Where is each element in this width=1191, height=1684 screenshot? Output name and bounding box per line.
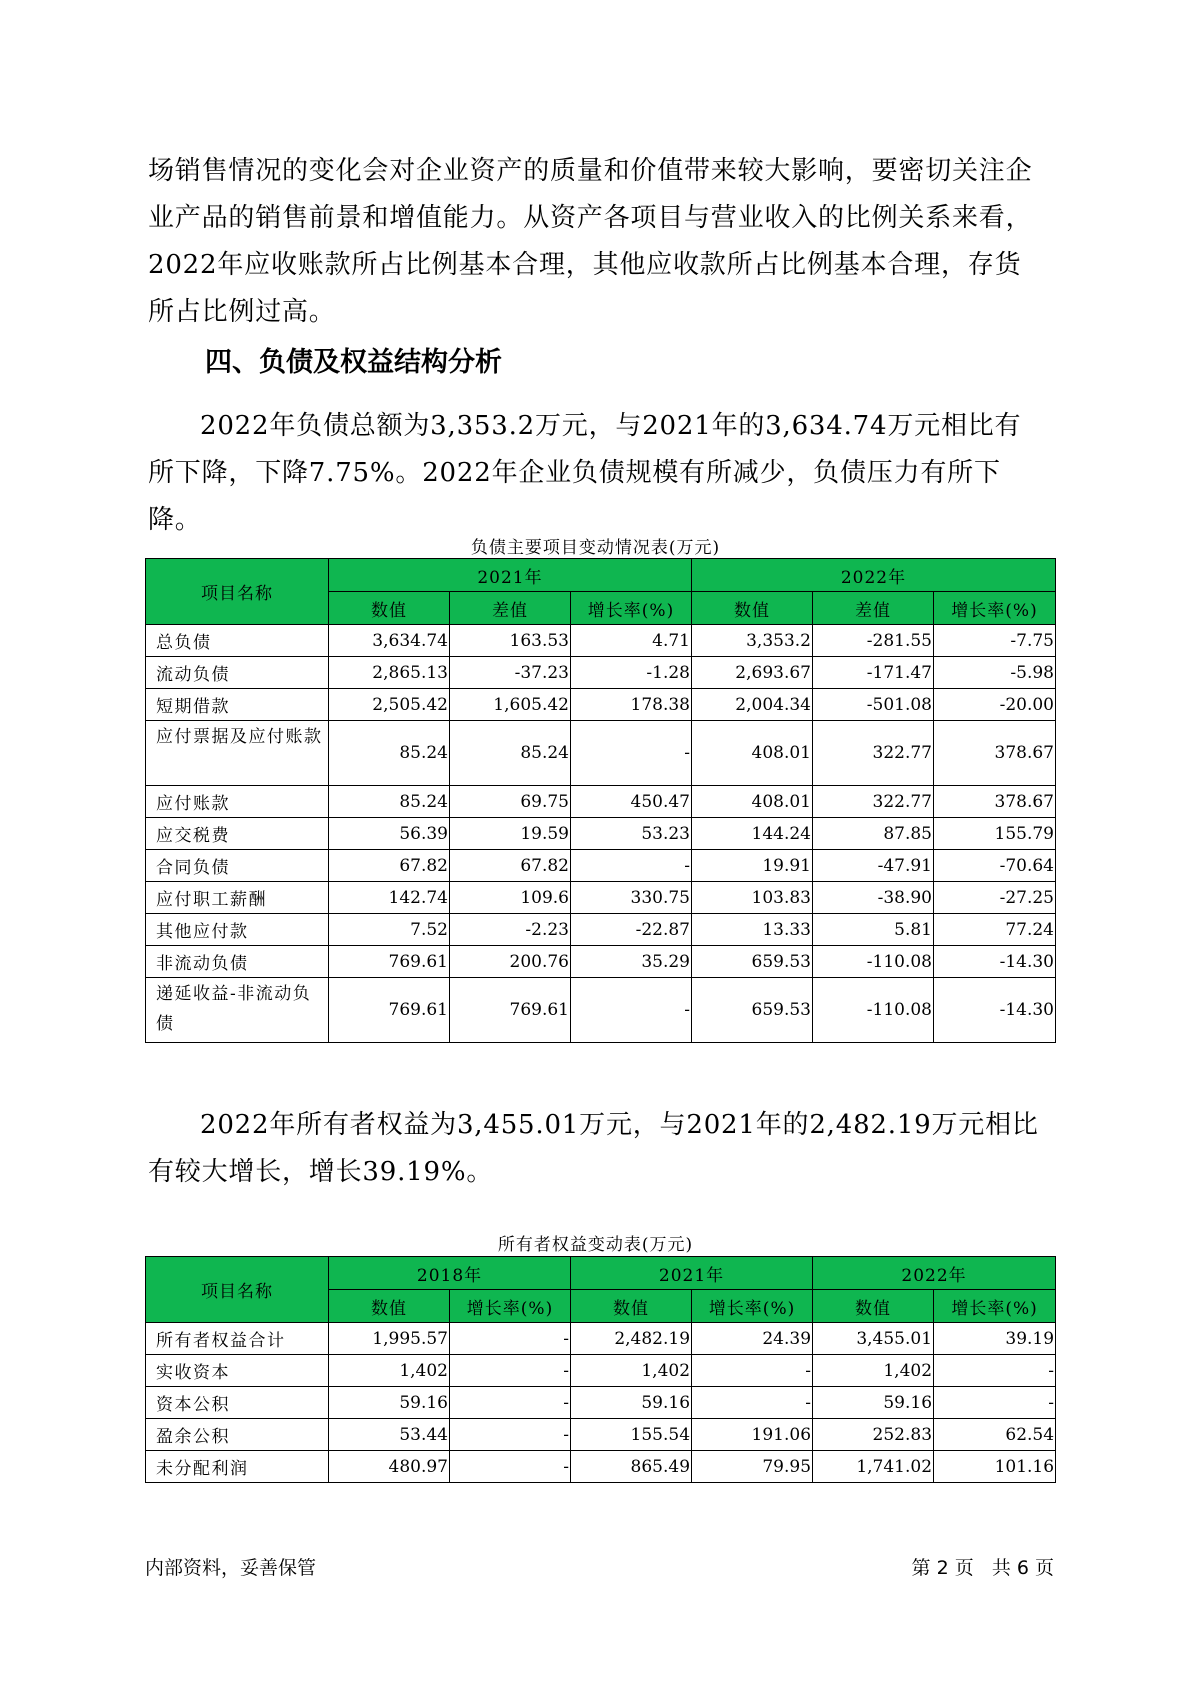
table-cell: 330.75 [571, 882, 692, 914]
table-cell: 39.19 [934, 1323, 1056, 1355]
table-cell: -1.28 [571, 657, 692, 689]
table-cell: -171.47 [813, 657, 934, 689]
table-cell: - [692, 1387, 813, 1419]
table-cell: -110.08 [813, 978, 934, 1043]
table-cell: - [934, 1355, 1056, 1387]
table-cell: 85.24 [329, 721, 450, 786]
table-cell: 155.54 [571, 1419, 692, 1451]
year-header: 2021年 [571, 1257, 813, 1290]
table-cell: -47.91 [813, 850, 934, 882]
table-cell: - [450, 1419, 571, 1451]
equity-paragraph: 2022年所有者权益为3,455.01万元，与2021年的2,482.19万元相比有较大增长，增长39.19%。 [148, 1110, 1039, 1187]
column-header: 差值 [813, 592, 934, 625]
table-cell: 56.39 [329, 818, 450, 850]
table-cell: 53.23 [571, 818, 692, 850]
row-item-name: 应付职工薪酬 [146, 882, 329, 914]
table-cell: 103.83 [692, 882, 813, 914]
table-cell: 85.24 [450, 721, 571, 786]
table-cell: 85.24 [329, 786, 450, 818]
section-heading: 四、负债及权益结构分析 [205, 347, 502, 378]
table-cell: -38.90 [813, 882, 934, 914]
table-cell: 109.6 [450, 882, 571, 914]
intro-paragraph: 场销售情况的变化会对企业资产的质量和价值带来较大影响，要密切关注企业产品的销售前景和增值能力。从资产各项目与营业收入的比例关系来看，2022年应收账款所占比例基本合理，其他应收款所占比例基本合理，存货所占比例过高。 [148, 156, 1033, 327]
table-cell: 659.53 [692, 946, 813, 978]
equity-table [145, 1256, 1056, 1483]
row-item-name: 应付账款 [146, 786, 329, 818]
table-cell: 59.16 [329, 1387, 450, 1419]
table-cell: 4.71 [571, 625, 692, 657]
row-item-name: 应交税费 [146, 818, 329, 850]
table-cell: 77.24 [934, 914, 1056, 946]
table-cell: 5.81 [813, 914, 934, 946]
table-cell: 67.82 [450, 850, 571, 882]
column-header: 增长率(%) [571, 592, 692, 625]
liabilities-table-body [146, 625, 1056, 1043]
table-cell: 155.79 [934, 818, 1056, 850]
table-cell: 2,505.42 [329, 689, 450, 721]
table-cell: 19.91 [692, 850, 813, 882]
table1-caption: 负债主要项目变动情况表(万元) [470, 538, 721, 558]
column-header: 数值 [571, 1290, 692, 1323]
column-header: 增长率(%) [450, 1290, 571, 1323]
table-cell: 865.49 [571, 1451, 692, 1483]
column-header: 数值 [329, 592, 450, 625]
table-cell: -22.87 [571, 914, 692, 946]
table-cell: 322.77 [813, 786, 934, 818]
table-cell: - [692, 1355, 813, 1387]
footer-confidential-note: 内部资料，妥善保管 [145, 1557, 317, 1579]
table-cell: -14.30 [934, 946, 1056, 978]
table-cell: 35.29 [571, 946, 692, 978]
row-item-name: 递延收益-非流动负债 [146, 978, 329, 1043]
table-cell: 59.16 [571, 1387, 692, 1419]
column-header: 数值 [692, 592, 813, 625]
table-cell: 2,004.34 [692, 689, 813, 721]
table-cell: 1,741.02 [813, 1451, 934, 1483]
table-row [146, 1355, 1056, 1387]
table-cell: 1,605.42 [450, 689, 571, 721]
table-cell: 252.83 [813, 1419, 934, 1451]
row-item-name: 流动负债 [146, 657, 329, 689]
table-cell: 3,634.74 [329, 625, 450, 657]
table-row [146, 882, 1056, 914]
liabilities-table [145, 558, 1056, 1043]
table-cell: - [450, 1323, 571, 1355]
table-row [146, 850, 1056, 882]
row-item-name: 资本公积 [146, 1387, 329, 1419]
table-row [146, 1323, 1056, 1355]
table-cell: 67.82 [329, 850, 450, 882]
table-cell: 7.52 [329, 914, 450, 946]
table-row [146, 721, 1056, 786]
table-cell: 2,482.19 [571, 1323, 692, 1355]
table-row [146, 1387, 1056, 1419]
table-cell: 178.38 [571, 689, 692, 721]
table-cell: 769.61 [329, 946, 450, 978]
row-item-name: 非流动负债 [146, 946, 329, 978]
table-cell: -5.98 [934, 657, 1056, 689]
table-cell: - [571, 721, 692, 786]
table-cell: 3,455.01 [813, 1323, 934, 1355]
table-cell: -70.64 [934, 850, 1056, 882]
table-cell: 2,693.67 [692, 657, 813, 689]
table-cell: 163.53 [450, 625, 571, 657]
column-header: 数值 [813, 1290, 934, 1323]
table-cell: - [450, 1387, 571, 1419]
row-item-name: 总负债 [146, 625, 329, 657]
table-cell: 1,995.57 [329, 1323, 450, 1355]
year-header: 2022年 [813, 1257, 1056, 1290]
table-cell: -37.23 [450, 657, 571, 689]
table-cell: - [450, 1355, 571, 1387]
table-row [146, 946, 1056, 978]
column-header: 数值 [329, 1290, 450, 1323]
table-cell: 62.54 [934, 1419, 1056, 1451]
table-row [146, 786, 1056, 818]
table-cell: 144.24 [692, 818, 813, 850]
table-row [146, 978, 1056, 1043]
row-item-name: 其他应付款 [146, 914, 329, 946]
table-row [146, 1419, 1056, 1451]
table-cell: -2.23 [450, 914, 571, 946]
column-header: 差值 [450, 592, 571, 625]
table-cell: 142.74 [329, 882, 450, 914]
table-cell: 322.77 [813, 721, 934, 786]
column-header: 增长率(%) [934, 592, 1056, 625]
column-header: 增长率(%) [692, 1290, 813, 1323]
table-cell: -281.55 [813, 625, 934, 657]
footer-page-number: 第 2 页 共 6 页 [911, 1557, 1054, 1579]
table2-caption: 所有者权益变动表(万元) [497, 1235, 694, 1255]
table-cell: 53.44 [329, 1419, 450, 1451]
table-row [146, 689, 1056, 721]
row-item-name: 合同负债 [146, 850, 329, 882]
row-item-name: 短期借款 [146, 689, 329, 721]
row-item-name: 未分配利润 [146, 1451, 329, 1483]
table-cell: - [571, 978, 692, 1043]
table-cell: 378.67 [934, 721, 1056, 786]
table-row [146, 657, 1056, 689]
table-cell: 659.53 [692, 978, 813, 1043]
table-cell: 378.67 [934, 786, 1056, 818]
year-header: 2021年 [329, 559, 692, 592]
table-row [146, 914, 1056, 946]
table-cell: -7.75 [934, 625, 1056, 657]
table-cell: - [571, 850, 692, 882]
table-cell: 69.75 [450, 786, 571, 818]
table-cell: -20.00 [934, 689, 1056, 721]
row-item-name: 应付票据及应付账款 [146, 721, 329, 786]
table-cell: 2,865.13 [329, 657, 450, 689]
year-header: 2018年 [329, 1257, 571, 1290]
item-name-header: 项目名称 [146, 559, 329, 625]
table-cell: - [934, 1387, 1056, 1419]
equity-table-body [146, 1323, 1056, 1483]
table-cell: 191.06 [692, 1419, 813, 1451]
table-cell: 769.61 [329, 978, 450, 1043]
item-name-header: 项目名称 [146, 1257, 329, 1323]
column-header: 增长率(%) [934, 1290, 1056, 1323]
table-cell: 24.39 [692, 1323, 813, 1355]
row-item-name: 实收资本 [146, 1355, 329, 1387]
table-row [146, 1451, 1056, 1483]
table-cell: 79.95 [692, 1451, 813, 1483]
table-cell: -14.30 [934, 978, 1056, 1043]
table-cell: 769.61 [450, 978, 571, 1043]
year-header: 2022年 [692, 559, 1056, 592]
liabilities-paragraph: 2022年负债总额为3,353.2万元，与2021年的3,634.74万元相比有所下降，下降7.75%。2022年企业负债规模有所减少，负债压力有所下降。 [148, 411, 1022, 535]
table-cell: 13.33 [692, 914, 813, 946]
table-cell: 480.97 [329, 1451, 450, 1483]
table-cell: 1,402 [813, 1355, 934, 1387]
table-cell: -110.08 [813, 946, 934, 978]
table-row [146, 818, 1056, 850]
table-cell: 1,402 [329, 1355, 450, 1387]
row-item-name: 所有者权益合计 [146, 1323, 329, 1355]
table-cell: -27.25 [934, 882, 1056, 914]
table-cell: -501.08 [813, 689, 934, 721]
table-cell: 1,402 [571, 1355, 692, 1387]
table-cell: 200.76 [450, 946, 571, 978]
table-cell: 87.85 [813, 818, 934, 850]
table-cell: - [450, 1451, 571, 1483]
table-cell: 19.59 [450, 818, 571, 850]
table-cell: 3,353.2 [692, 625, 813, 657]
table-row [146, 625, 1056, 657]
table-cell: 450.47 [571, 786, 692, 818]
table-cell: 408.01 [692, 721, 813, 786]
table-cell: 101.16 [934, 1451, 1056, 1483]
row-item-name: 盈余公积 [146, 1419, 329, 1451]
table-cell: 408.01 [692, 786, 813, 818]
table-cell: 59.16 [813, 1387, 934, 1419]
